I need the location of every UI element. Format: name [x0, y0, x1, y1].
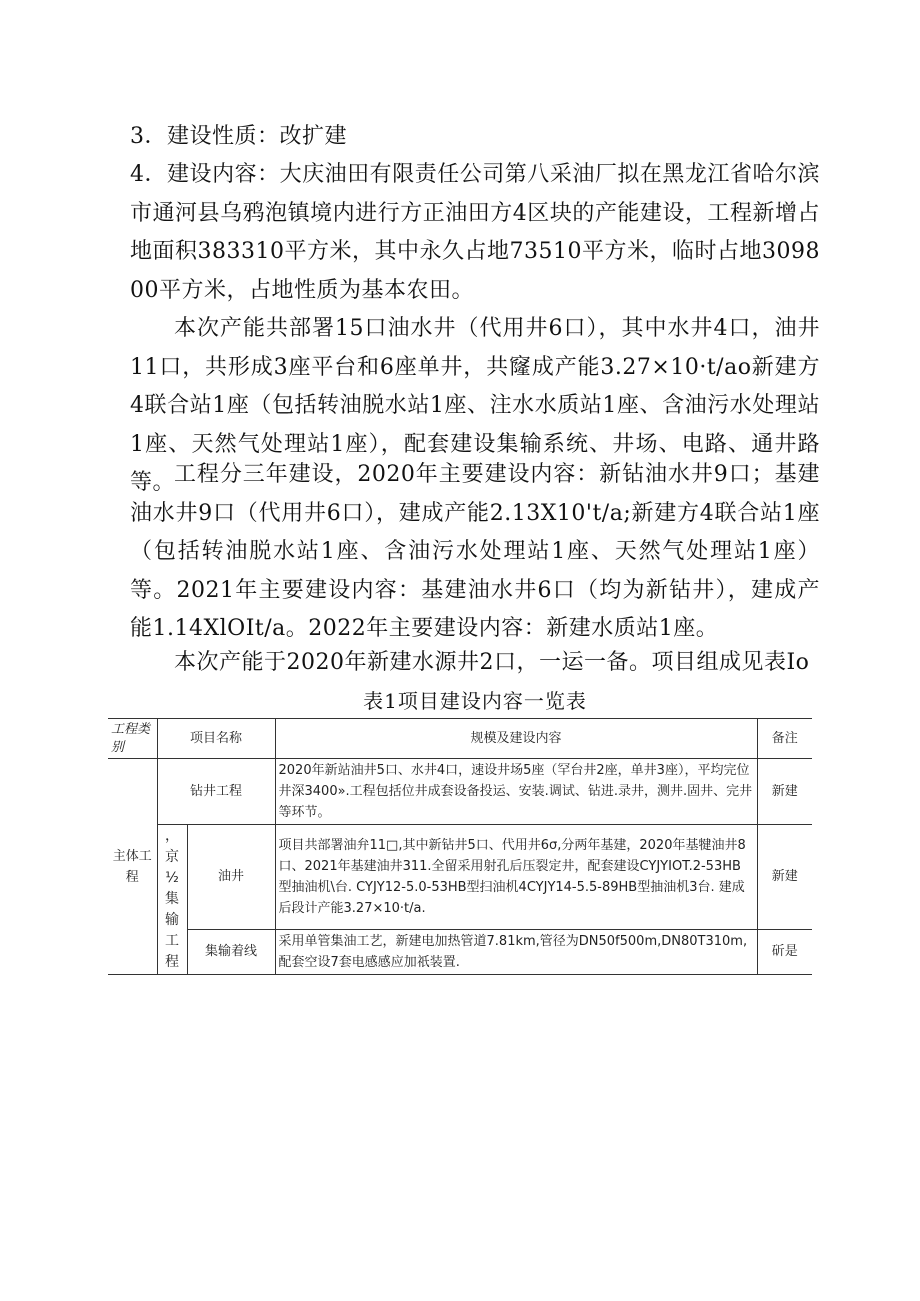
row-content-drilling: 2020年新站油井5口、水井4口，速设井场5座（罕台井2座，单井3座），平均完位井深3400».工程包括位井成套设备投运、安装.调试、钻进.录井，测井.固井、完井等环节。 — [275, 759, 757, 825]
paragraph-construction-nature: 3．建设性质：改扩建 — [130, 124, 347, 149]
table-header-row — [108, 719, 812, 759]
row-remark-drilling: 新建 — [757, 759, 812, 825]
row-name-drilling: 钻井工程 — [157, 759, 275, 825]
project-content-table — [108, 718, 812, 975]
header-scale-content: 规模及建设内容 — [275, 719, 757, 759]
row-remark-gathering-pipeline: 斫是 — [757, 929, 812, 974]
paragraph-water-source-wells: 本次产能于2020年新建水源井2口，一运一备。项目组成见表Io — [174, 650, 810, 675]
header-remark: 备注 — [757, 719, 812, 759]
row-content-oil-well: 项目共部署油弁11□,其中新钻井5口、代用井6σ,分两年基建，2020年基犍油井8口、2021年基建油井311.全留采用射孔后压裂定井，配套建设CYJYIOT.2-53HB型抽油机\台. CYJY12-5.0-53HB型扫油机4CYJY14-5.5-89HB型抽油机3台. 建成后段计产能3.27×10·t/a. — [275, 825, 757, 930]
header-project-name: 项目名称 — [157, 719, 275, 759]
paragraph-capacity-deployment: 本次产能共部署15口油水井（代用井6口），其中水井4口，油井11口，共形成3座平台和6座单井，共窿成产能3.27×10·t/ao新建方4联合站1座（包括转油脱水站1座、注水水质站1座、含油污水处理站1座、天然气处理站1座），配套建设集输系统、井场、电路、通井路等。 — [130, 316, 820, 495]
paragraph-construction-phases: 工程分三年建设，2020年主要建设内容：新钻油水井9口；基建油水井9口（代用井6口），建成产能2.13X10't/a;新建方4联合站1座（包括转油脱水站1座、含油污水处理站1座、天然气处理站1座）等。2021年主要建设内容：基建油水井6口（均为新钻井），建成产能1.14XlOIt/a。2022年主要建设内容：新建水质站1座。 — [130, 462, 820, 641]
table-row — [108, 759, 812, 825]
row-name-gathering-pipeline: 集输着线 — [187, 929, 275, 974]
sub-category-gathering-engineering: ，京½集输工程 — [157, 825, 187, 975]
paragraph-construction-content: 4．建设内容：大庆油田有限责任公司第八采油厂拟在黑龙江省哈尔滨市通河县乌鸦泡镇境内进行方正油田方4区块的产能建设，工程新增占地面积383310平方米，其中永久占地73510平方米，临时占地309800平方米，占地性质为基本农田。 — [130, 162, 820, 303]
header-category: 工程类别 — [108, 719, 157, 759]
row-content-gathering-pipeline: 采用单管集油工艺，新建电加热管道7.81km,管径为DN50f500m,DN80T310m,配套空设7套电感感应加祇装置. — [275, 929, 757, 974]
category-main-engineering: 主体工程 — [108, 759, 157, 975]
table-caption: 表1项目建设内容一览表 — [363, 689, 587, 713]
row-name-oil-well: 油井 — [187, 825, 275, 930]
table-row — [108, 929, 812, 974]
row-remark-oil-well: 新建 — [757, 825, 812, 930]
table-row — [108, 825, 812, 930]
